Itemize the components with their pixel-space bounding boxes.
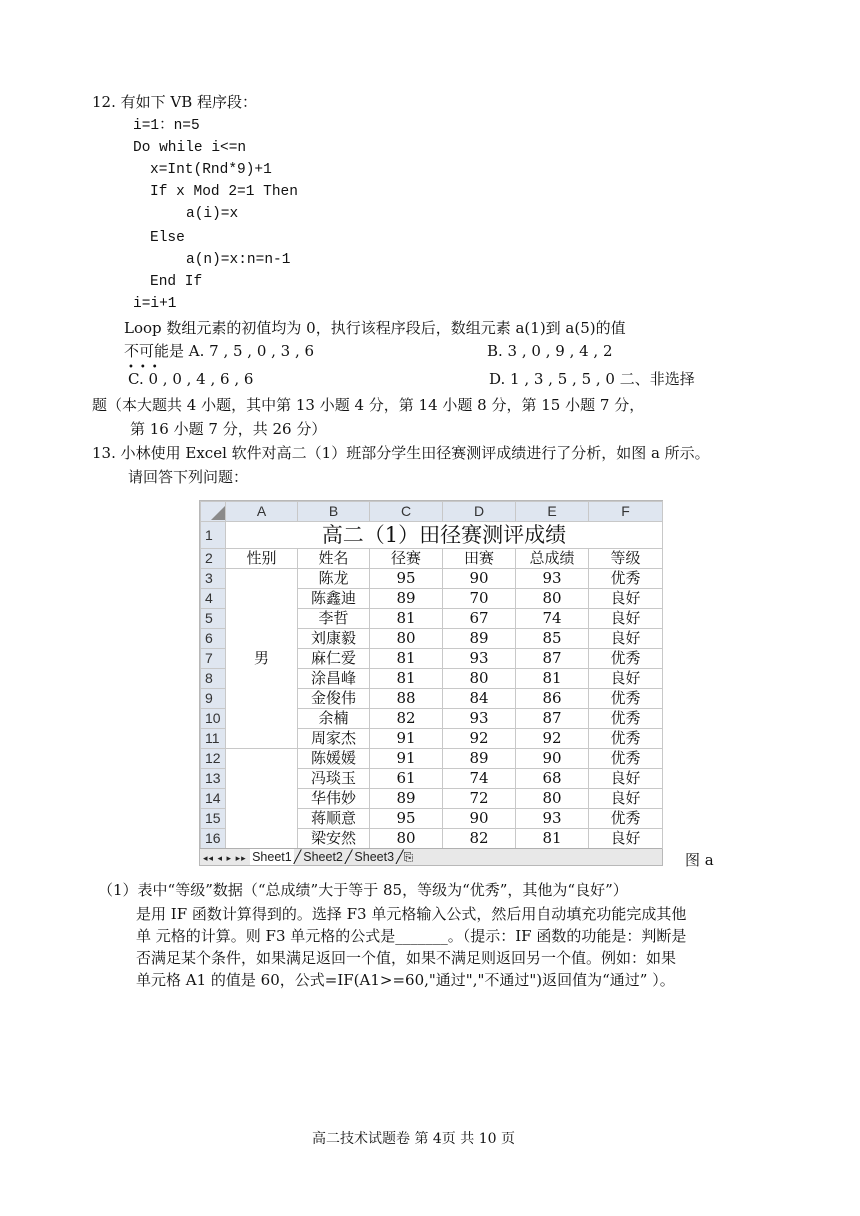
data-cell[interactable]: 92 xyxy=(516,729,589,749)
data-cell[interactable]: 良好 xyxy=(589,769,663,789)
section-intro-line1: 题（本大题共 4 小题，其中第 13 小题 4 分，第 14 小题 8 分，第 15 小题 7 分， xyxy=(92,396,645,414)
code-line: x=Int(Rnd*9)+1 xyxy=(150,162,272,178)
row-header[interactable]: 13 xyxy=(201,769,226,789)
data-cell[interactable]: 良好 xyxy=(589,829,663,849)
q13-sub1-line: 是用 IF 函数计算得到的。选择 F3 单元格输入公式，然后用自动填充功能完成其他 xyxy=(136,905,687,923)
header-cell[interactable]: 田赛 xyxy=(443,549,516,569)
header-cell[interactable]: 径赛 xyxy=(370,549,443,569)
code-line: Else xyxy=(150,230,185,246)
row-header[interactable]: 8 xyxy=(201,669,226,689)
data-cell[interactable]: 81 xyxy=(516,669,589,689)
q13-sub1-line: （1）表中“等级”数据（“总成绩”大于等于 85，等级为“优秀”，其他为“良好”） xyxy=(98,881,628,899)
data-cell[interactable]: 李哲 xyxy=(298,609,370,629)
data-cell[interactable]: 优秀 xyxy=(589,809,663,829)
data-cell[interactable]: 85 xyxy=(516,629,589,649)
code-line: End If xyxy=(150,274,203,290)
q13-sub1-line: 单元格 A1 的值是 60，公式=IF(A1>=60,"通过","不通过")返回值为“通过” ）。 xyxy=(136,971,675,989)
section-intro-line2: 第 16 小题 7 分，共 26 分） xyxy=(130,420,327,438)
q13-sub1-line: 否满足某个条件，如果满足返回一个值，如果不满足则返回另一个值。例如：如果 xyxy=(136,949,677,967)
data-cell[interactable]: 68 xyxy=(516,769,589,789)
data-cell[interactable]: 82 xyxy=(370,709,443,729)
data-cell[interactable]: 周家杰 xyxy=(298,729,370,749)
row-header[interactable]: 10 xyxy=(201,709,226,729)
code-line: i=1：n=5 xyxy=(133,118,200,134)
row-header[interactable]: 15 xyxy=(201,809,226,829)
data-cell[interactable]: 93 xyxy=(443,709,516,729)
q13-line2: 请回答下列问题： xyxy=(128,468,249,486)
q12-option-b: B. 3 , 0 , 9 , 4 , 2 xyxy=(487,342,613,360)
data-cell[interactable]: 80 xyxy=(370,629,443,649)
data-cell[interactable]: 优秀 xyxy=(589,729,663,749)
data-cell[interactable]: 优秀 xyxy=(589,649,663,669)
sheet-nav-arrows-icon[interactable]: ◂◂ ◂ ▸ ▸▸ xyxy=(203,853,247,863)
data-cell[interactable]: 74 xyxy=(443,769,516,789)
emphasis-dots: ••• xyxy=(128,362,164,373)
data-cell[interactable]: 冯琰玉 xyxy=(298,769,370,789)
data-cell[interactable]: 87 xyxy=(516,709,589,729)
data-cell[interactable]: 93 xyxy=(516,569,589,589)
select-all-corner[interactable] xyxy=(201,502,226,522)
gender-cell[interactable]: 男 xyxy=(226,569,298,749)
row-header[interactable]: 7 xyxy=(201,649,226,669)
data-cell[interactable]: 61 xyxy=(370,769,443,789)
data-cell[interactable]: 陈龙 xyxy=(298,569,370,589)
code-line: a(n)=x:n=n-1 xyxy=(186,252,291,268)
data-cell[interactable]: 陈媛媛 xyxy=(298,749,370,769)
row-header[interactable]: 16 xyxy=(201,829,226,849)
data-cell[interactable]: 金俊伟 xyxy=(298,689,370,709)
data-cell[interactable]: 余楠 xyxy=(298,709,370,729)
header-cell[interactable]: 总成绩 xyxy=(516,549,589,569)
q12-option-c: C. 0 , 0 , 4 , 6 , 6 xyxy=(128,370,254,388)
data-cell[interactable]: 81 xyxy=(516,829,589,849)
data-cell[interactable]: 80 xyxy=(443,669,516,689)
data-cell[interactable]: 91 xyxy=(370,729,443,749)
data-cell[interactable]: 95 xyxy=(370,809,443,829)
row-header[interactable]: 9 xyxy=(201,689,226,709)
column-header[interactable]: A xyxy=(226,502,298,522)
column-header[interactable]: F xyxy=(589,502,663,522)
data-cell[interactable]: 良好 xyxy=(589,589,663,609)
row-header[interactable]: 14 xyxy=(201,789,226,809)
data-cell[interactable]: 良好 xyxy=(589,629,663,649)
data-cell[interactable]: 优秀 xyxy=(589,689,663,709)
data-cell[interactable]: 92 xyxy=(443,729,516,749)
row-header[interactable]: 4 xyxy=(201,589,226,609)
data-cell[interactable]: 67 xyxy=(443,609,516,629)
spreadsheet-figure xyxy=(199,500,663,866)
column-header[interactable]: B xyxy=(298,502,370,522)
header-cell[interactable]: 姓名 xyxy=(298,549,370,569)
data-cell[interactable]: 80 xyxy=(370,829,443,849)
data-cell[interactable]: 蒋顺意 xyxy=(298,809,370,829)
tab-sheet3[interactable]: Sheet3 xyxy=(354,850,395,864)
data-cell[interactable]: 89 xyxy=(370,789,443,809)
data-cell[interactable]: 刘康毅 xyxy=(298,629,370,649)
page-footer: 高二技术试题卷 第 4页 共 10 页 xyxy=(312,1131,515,1147)
code-line: i=i+1 xyxy=(133,296,177,312)
gender-cell[interactable] xyxy=(226,749,298,849)
data-cell[interactable]: 89 xyxy=(370,589,443,609)
column-header[interactable]: E xyxy=(516,502,589,522)
data-cell[interactable]: 梁安然 xyxy=(298,829,370,849)
q13-line1: 13. 小林使用 Excel 软件对高二（1）班部分学生田径赛测评成绩进行了分析，如图 a 所示。 xyxy=(92,444,710,462)
sheet-tab-bar: ◂◂ ◂ ▸ ▸▸ Sheet1 ╱ Sheet2 ╱ Sheet3 ╱⎘ xyxy=(200,848,662,865)
data-cell[interactable]: 89 xyxy=(443,629,516,649)
data-cell[interactable]: 74 xyxy=(516,609,589,629)
q13-sub1-line: 单 元格的计算。则 F3 单元格的公式是_______。（提示：IF 函数的功能是：判断是 xyxy=(136,927,687,945)
data-cell[interactable]: 86 xyxy=(516,689,589,709)
column-header[interactable]: D xyxy=(443,502,516,522)
column-header[interactable]: C xyxy=(370,502,443,522)
data-cell[interactable]: 80 xyxy=(516,789,589,809)
q12-stem-line1: Loop 数组元素的初值均为 0，执行该程序段后，数组元素 a(1)到 a(5)的值 xyxy=(124,319,626,337)
data-cell[interactable]: 90 xyxy=(516,749,589,769)
row-header[interactable]: 5 xyxy=(201,609,226,629)
data-cell[interactable]: 89 xyxy=(443,749,516,769)
data-cell[interactable]: 陈鑫迪 xyxy=(298,589,370,609)
insert-sheet-icon[interactable]: ⎘ xyxy=(403,850,414,864)
table-row xyxy=(201,749,663,769)
data-cell[interactable]: 81 xyxy=(370,649,443,669)
data-cell[interactable]: 优秀 xyxy=(589,569,663,589)
data-cell[interactable]: 81 xyxy=(370,669,443,689)
header-cell[interactable]: 性别 xyxy=(226,549,298,569)
row-header[interactable]: 11 xyxy=(201,729,226,749)
row-header[interactable]: 6 xyxy=(201,629,226,649)
data-cell[interactable]: 88 xyxy=(370,689,443,709)
tab-sheet2[interactable]: Sheet2 xyxy=(303,850,343,864)
data-cell[interactable]: 良好 xyxy=(589,789,663,809)
figure-label: 图 a xyxy=(685,851,714,869)
table-row xyxy=(201,569,663,589)
data-cell[interactable]: 优秀 xyxy=(589,709,663,729)
data-cell[interactable]: 70 xyxy=(443,589,516,609)
data-cell[interactable]: 95 xyxy=(370,569,443,589)
data-cell[interactable]: 84 xyxy=(443,689,516,709)
row-header[interactable]: 2 xyxy=(201,549,226,569)
row-header[interactable]: 12 xyxy=(201,749,226,769)
row-header[interactable]: 3 xyxy=(201,569,226,589)
data-cell[interactable]: 良好 xyxy=(589,609,663,629)
code-line: Do while i<=n xyxy=(133,140,247,156)
data-cell[interactable]: 涂昌峰 xyxy=(298,669,370,689)
data-cell[interactable]: 优秀 xyxy=(589,749,663,769)
data-cell[interactable]: 72 xyxy=(443,789,516,809)
data-cell[interactable]: 87 xyxy=(516,649,589,669)
code-line: a(i)=x xyxy=(186,206,239,222)
data-cell[interactable]: 82 xyxy=(443,829,516,849)
data-cell[interactable]: 93 xyxy=(516,809,589,829)
data-cell[interactable]: 81 xyxy=(370,609,443,629)
data-cell[interactable]: 80 xyxy=(516,589,589,609)
data-cell[interactable]: 麻仁爱 xyxy=(298,649,370,669)
q12-stem-line2: 不可能是 A. 7 , 5 , 0 , 3 , 6 xyxy=(124,342,315,360)
data-cell[interactable]: 90 xyxy=(443,809,516,829)
q12-title: 12. 有如下 VB 程序段： xyxy=(92,93,258,111)
row-header[interactable]: 1 xyxy=(201,522,226,549)
header-cell[interactable]: 等级 xyxy=(589,549,663,569)
code-line: If x Mod 2=1 Then xyxy=(150,184,298,200)
data-cell[interactable]: 91 xyxy=(370,749,443,769)
data-cell[interactable]: 华伟妙 xyxy=(298,789,370,809)
tab-sheet1[interactable]: Sheet1 xyxy=(252,850,292,864)
data-cell[interactable]: 90 xyxy=(443,569,516,589)
sheet-title[interactable]: 高二（1）田径赛测评成绩 xyxy=(226,522,663,549)
data-cell[interactable]: 93 xyxy=(443,649,516,669)
q12-option-d: D. 1 , 3 , 5 , 5 , 0 二、非选择 xyxy=(489,370,695,388)
data-cell[interactable]: 良好 xyxy=(589,669,663,689)
